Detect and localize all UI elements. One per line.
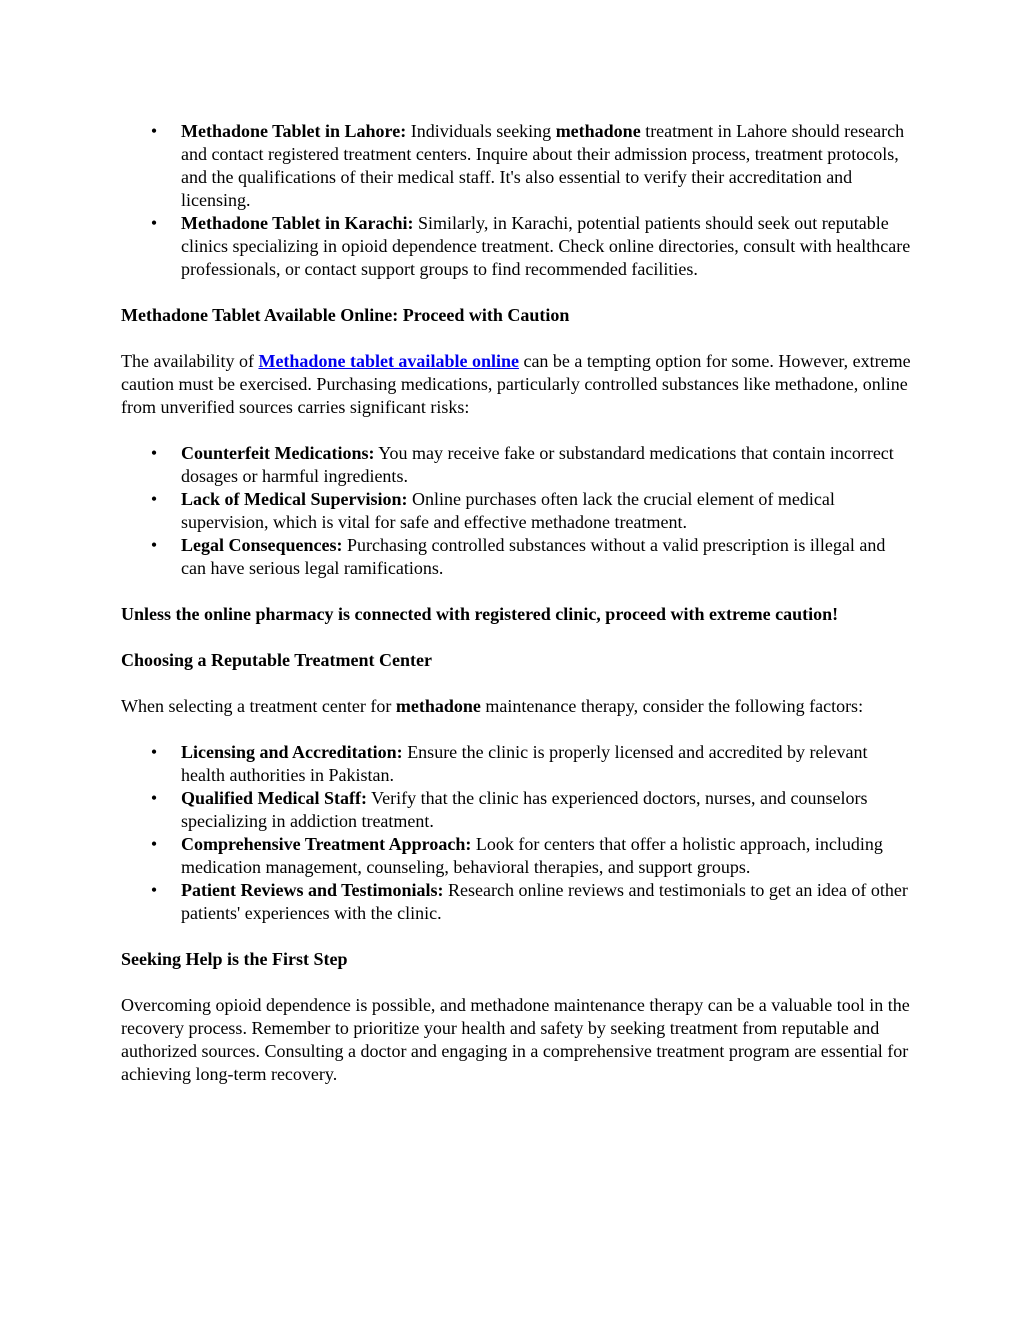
item-text: Online purchases often lack the crucial element of medical supervision, which is vital for safe and effective methadone treatment. [181,489,835,532]
list-item [121,534,911,580]
item-text: Verify that the clinic has experienced doctors, nurses, and counselors specializing in addiction treatment. [181,788,868,831]
section-heading-choosing: Choosing a Reputable Treatment Center [121,650,432,670]
item-title: Comprehensive Treatment Approach: [181,834,472,854]
item-title: Legal Consequences: [181,535,343,555]
item-title: Methadone Tablet in Karachi: [181,213,414,233]
city-list [121,120,911,281]
item-text: You may receive fake or substandard medications that contain incorrect dosages or harmful ingredients. [181,443,894,486]
item-text: Research online reviews and testimonials to get an idea of other patients' experiences with the clinic. [181,880,908,923]
paragraph-help: Overcoming opioid dependence is possible, and methadone maintenance therapy can be a valuable tool in the recovery process. Remember to prioritize your health and safety by seeking treatment from reputable and authorized sources. Consulting a doctor and engaging in a comprehensive treatment program are essential for achieving long-term recovery. [121,995,910,1084]
item-text: Purchasing controlled substances without a valid prescription is illegal and can have serious legal ramifications. [181,535,886,578]
list-item [121,120,911,212]
list-item [121,833,911,879]
bullet-icon: • [150,742,158,762]
paragraph-text: When selecting a treatment center for [121,696,396,716]
list-item [121,879,911,925]
item-title: Licensing and Accreditation: [181,742,403,762]
paragraph-text: The availability of [121,351,259,371]
item-text: Individuals seeking [406,121,556,141]
list-item [121,488,911,534]
list-item [121,741,911,787]
bullet-icon: • [150,880,158,900]
document-page [121,120,911,1086]
item-title: Patient Reviews and Testimonials: [181,880,444,900]
bullet-icon: • [150,535,158,555]
item-text: Similarly, in Karachi, potential patients should seek out reputable clinics specializing in opioid dependence treatment. Check online directories, consult with healthcare professionals, or contact support groups to find recommended facilities. [181,213,911,279]
item-title: Methadone Tablet in Lahore: [181,121,407,141]
paragraph-bold: methadone [395,696,481,716]
list-item [121,787,911,833]
bullet-icon: • [150,788,158,808]
methadone-online-link[interactable]: Methadone tablet available online [258,351,519,371]
list-item [121,442,911,488]
bullet-icon: • [150,443,158,463]
bullet-icon: • [150,834,158,854]
list-item [121,212,911,281]
bullet-icon: • [150,489,158,509]
item-text: treatment in Lahore should research and contact registered treatment centers. Inquire about their admission process, treatment protocols, and the qualifications of their medical staff. It's also essential to verify their accreditation and licensing. [181,121,905,210]
paragraph-text: maintenance therapy, consider the following factors: [480,696,864,716]
section-heading-help: Seeking Help is the First Step [121,949,348,969]
item-text: Look for centers that offer a holistic approach, including medication management, counseling, behavioral therapies, and support groups. [181,834,883,877]
paragraph-choosing [121,695,911,718]
warning-text: Unless the online pharmacy is connected with registered clinic, proceed with extreme caution! [121,604,839,624]
item-title: Counterfeit Medications: [181,443,375,463]
paragraph-text: can be a tempting option for some. However, extreme caution must be exercised. Purchasing medications, particularly controlled substances like methadone, online from unverified sources carries significant risks: [121,351,911,417]
paragraph-online [121,350,911,419]
section-heading-online: Methadone Tablet Available Online: Proceed with Caution [121,305,570,325]
bullet-icon: • [150,121,158,141]
factor-list [121,741,911,925]
item-bold: methadone [555,121,641,141]
item-title: Lack of Medical Supervision: [181,489,408,509]
item-text: Ensure the clinic is properly licensed and accredited by relevant health authorities in Pakistan. [181,742,868,785]
bullet-icon: • [150,213,158,233]
risk-list [121,442,911,580]
item-title: Qualified Medical Staff: [181,788,367,808]
